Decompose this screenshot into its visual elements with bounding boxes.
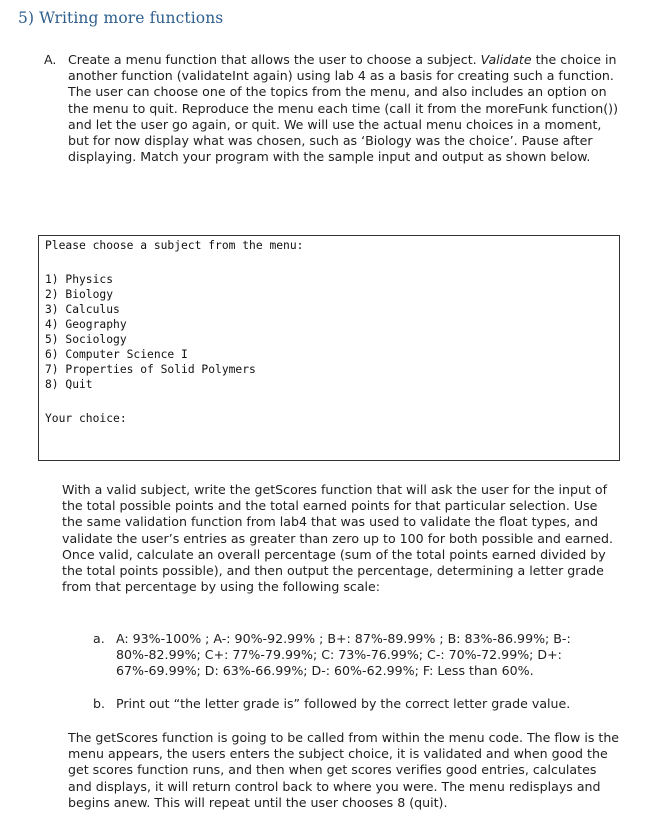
menu-item: 5) Sociology [45, 333, 127, 346]
list-marker-a: a. [93, 631, 105, 646]
grade-scale-text: A: 93%-100% ; A-: 90%-92.99% ; B+: 87%-89.99% ; B: 83%-86.99%; B-: 80%-82.99%; C+: 77%-79.99%; C: 73%-76.99%; C-: 70%-72.99%; D+: 67%-69.99%; D: 63%-66.99%; D-: 60%-62.99%; F: Less than 60%. [116, 631, 571, 679]
print-instruction-text: Print out “the letter grade is” followed by the correct letter grade value. [116, 696, 571, 711]
instruction-italic-word: Validate [480, 52, 532, 67]
instruction-text-start: Create a menu function that allows the user to choose a subject. [68, 52, 481, 67]
get-scores-paragraph: With a valid subject, write the getScores function that will ask the user for the input of the total possible points and the total earned points for that particular selection. Use the same validation function from lab4 that was used to validate the float types, and validate the user’s entries as greater than zero up to 100 for both possible and earned. Once valid, calculate an overall percentage (sum of the total points earned divided by the total points possible), and then output the percentage, determining a letter grade from that percentage by using the following scale: [62, 482, 614, 595]
item-marker-a: A. [44, 52, 57, 67]
instruction-paragraph [68, 52, 620, 165]
section-heading: 5) Writing more functions [18, 9, 224, 27]
choice-prompt: Your choice: [45, 412, 127, 425]
menu-item: 7) Properties of Solid Polymers [45, 363, 256, 376]
menu-prompt: Please choose a subject from the menu: [45, 239, 304, 252]
menu-item: 1) Physics [45, 273, 114, 286]
instruction-text-end: the choice in another function (validateInt again) using lab 4 as a basis for creating such a function. The user can choose one of the topics from the menu, and also includes an option on the menu to quit. Reproduce the menu each time (call it from the moreFunk function()) and let the user go again, or quit. We will use the actual menu choices in a moment, but for now display what was chosen, such as ‘Biology was the choice’. Pause after displaying. Match your program with the sample input and output as shown below. [68, 52, 618, 165]
list-marker-b: b. [93, 696, 105, 711]
sample-output-box [38, 235, 620, 461]
menu-item: 6) Computer Science I [45, 348, 188, 361]
menu-item: 8) Quit [45, 378, 93, 391]
flow-paragraph: The getScores function is going to be called from within the menu code. The flow is the menu appears, the users enters the subject choice, it is validated and when good the get scores function runs, and then when get scores verifies good entries, calculates and displays, it will return control back to where you were. The menu redisplays and begins anew. This will repeat until the user chooses 8 (quit). [68, 730, 620, 810]
menu-item: 4) Geography [45, 318, 127, 331]
menu-item: 2) Biology [45, 288, 114, 301]
menu-item: 3) Calculus [45, 303, 120, 316]
